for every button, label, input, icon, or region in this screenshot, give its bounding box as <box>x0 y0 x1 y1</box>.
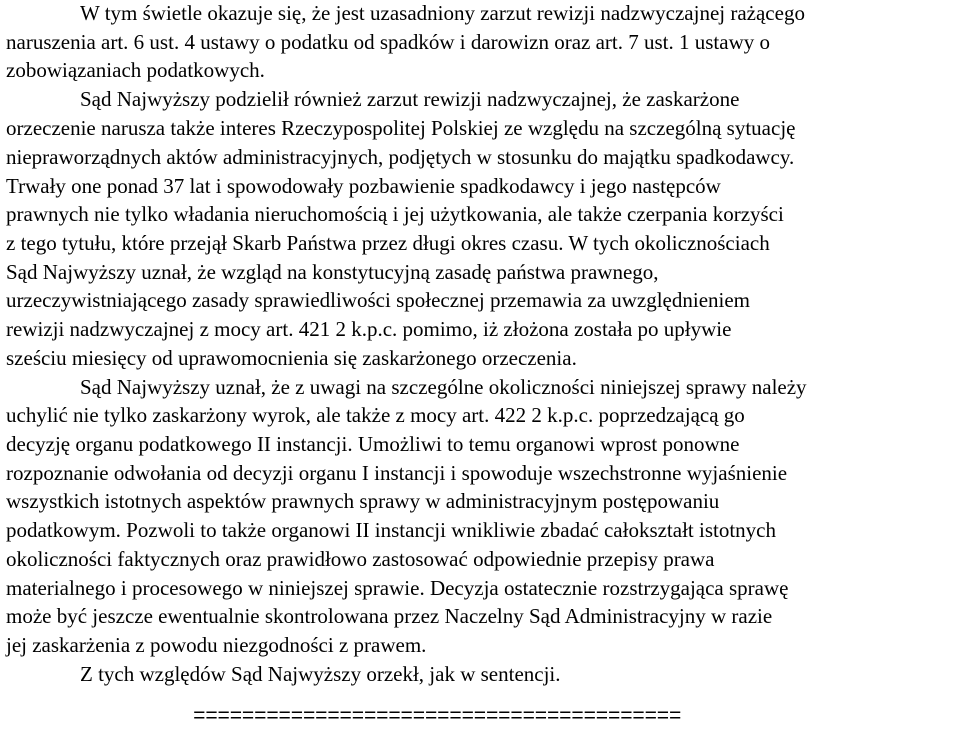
paragraph-3-line-4: rozpoznanie odwołania od decyzji organu I instancji i spowoduje wszechstronne wyjaśnienie <box>6 461 788 485</box>
paragraph-3-line-5: wszystkich istotnych aspektów prawnych sprawy w administracyjnym postępowaniu <box>6 489 720 513</box>
paragraph-3-line-8: materialnego i procesowego w niniejszej sprawie. Decyzja ostatecznie rozstrzygająca sprawę <box>6 576 789 600</box>
paragraph-3-line-7: okoliczności faktycznych oraz prawidłowo zastosować odpowiednie przepisy prawa <box>6 547 715 571</box>
paragraph-1-line-3: zobowiązaniach podatkowych. <box>6 58 265 82</box>
paragraph-2-line-3: niepraworządnych aktów administracyjnych, podjętych w stosunku do majątku spadkodawcy. <box>6 145 795 169</box>
paragraph-3-line-3: decyzję organu podatkowego II instancji. Umożliwi to temu organowi wprost ponowne <box>6 432 740 456</box>
paragraph-3-line-10: jej zaskarżenia z powodu niezgodności z prawem. <box>6 633 427 657</box>
paragraph-3-line-6: podatkowym. Pozwoli to także organowi II instancji wnikliwie zbadać całokształt istotnych <box>6 518 777 542</box>
paragraph-3-line-9: może być jeszcze ewentualnie skontrolowana przez Naczelny Sąd Administracyjny w razie <box>6 604 773 628</box>
paragraph-3-line-2: uchylić nie tylko zaskarżony wyrok, ale także z mocy art. 422 2 k.p.c. poprzedzającą go <box>6 403 745 427</box>
paragraph-1-line-2: naruszenia art. 6 ust. 4 ustawy o podatku od spadków i darowizn oraz art. 7 ust. 1 ustawy o <box>6 30 770 54</box>
paragraph-2-line-7: Sąd Najwyższy uznał, że wzgląd na konstytucyjną zasadę państwa prawnego, <box>6 260 659 284</box>
paragraph-2-line-2: orzeczenie narusza także interes Rzeczypospolitej Polskiej ze względu na szczególną sytuację <box>6 116 796 140</box>
paragraph-2-line-9: rewizji nadzwyczajnej z mocy art. 421 2 k.p.c. pomimo, iż złożona została po upływie <box>6 317 732 341</box>
paragraph-1-line-1: W tym świetle okazuje się, że jest uzasadniony zarzut rewizji nadzwyczajnej rażącego <box>80 1 805 25</box>
paragraph-2-line-6: z tego tytułu, które przejął Skarb Państwa przez długi okres czasu. W tych okolicznościach <box>6 231 770 255</box>
paragraph-2-line-10: sześciu miesięcy od uprawomocnienia się zaskarżonego orzeczenia. <box>6 346 577 370</box>
paragraph-2-line-4: Trwały one ponad 37 lat i spowodowały pozbawienie spadkodawcy i jego następców <box>6 174 721 198</box>
paragraph-4-line-1: Z tych względów Sąd Najwyższy orzekł, jak w sentencji. <box>80 662 561 686</box>
paragraph-2-line-8: urzeczywistniającego zasady sprawiedliwości społecznej przemawia za uwzględnieniem <box>6 288 751 312</box>
paragraph-2-line-1: Sąd Najwyższy podzielił również zarzut rewizji nadzwyczajnej, że zaskarżone <box>80 87 740 111</box>
separator-line: ======================================== <box>193 706 682 729</box>
paragraph-3-line-1: Sąd Najwyższy uznał, że z uwagi na szczególne okoliczności niniejszej sprawy należy <box>80 375 807 399</box>
paragraph-2-line-5: prawnych nie tylko władania nieruchomością i jej użytkowania, ale także czerpania korzyści <box>6 202 784 226</box>
